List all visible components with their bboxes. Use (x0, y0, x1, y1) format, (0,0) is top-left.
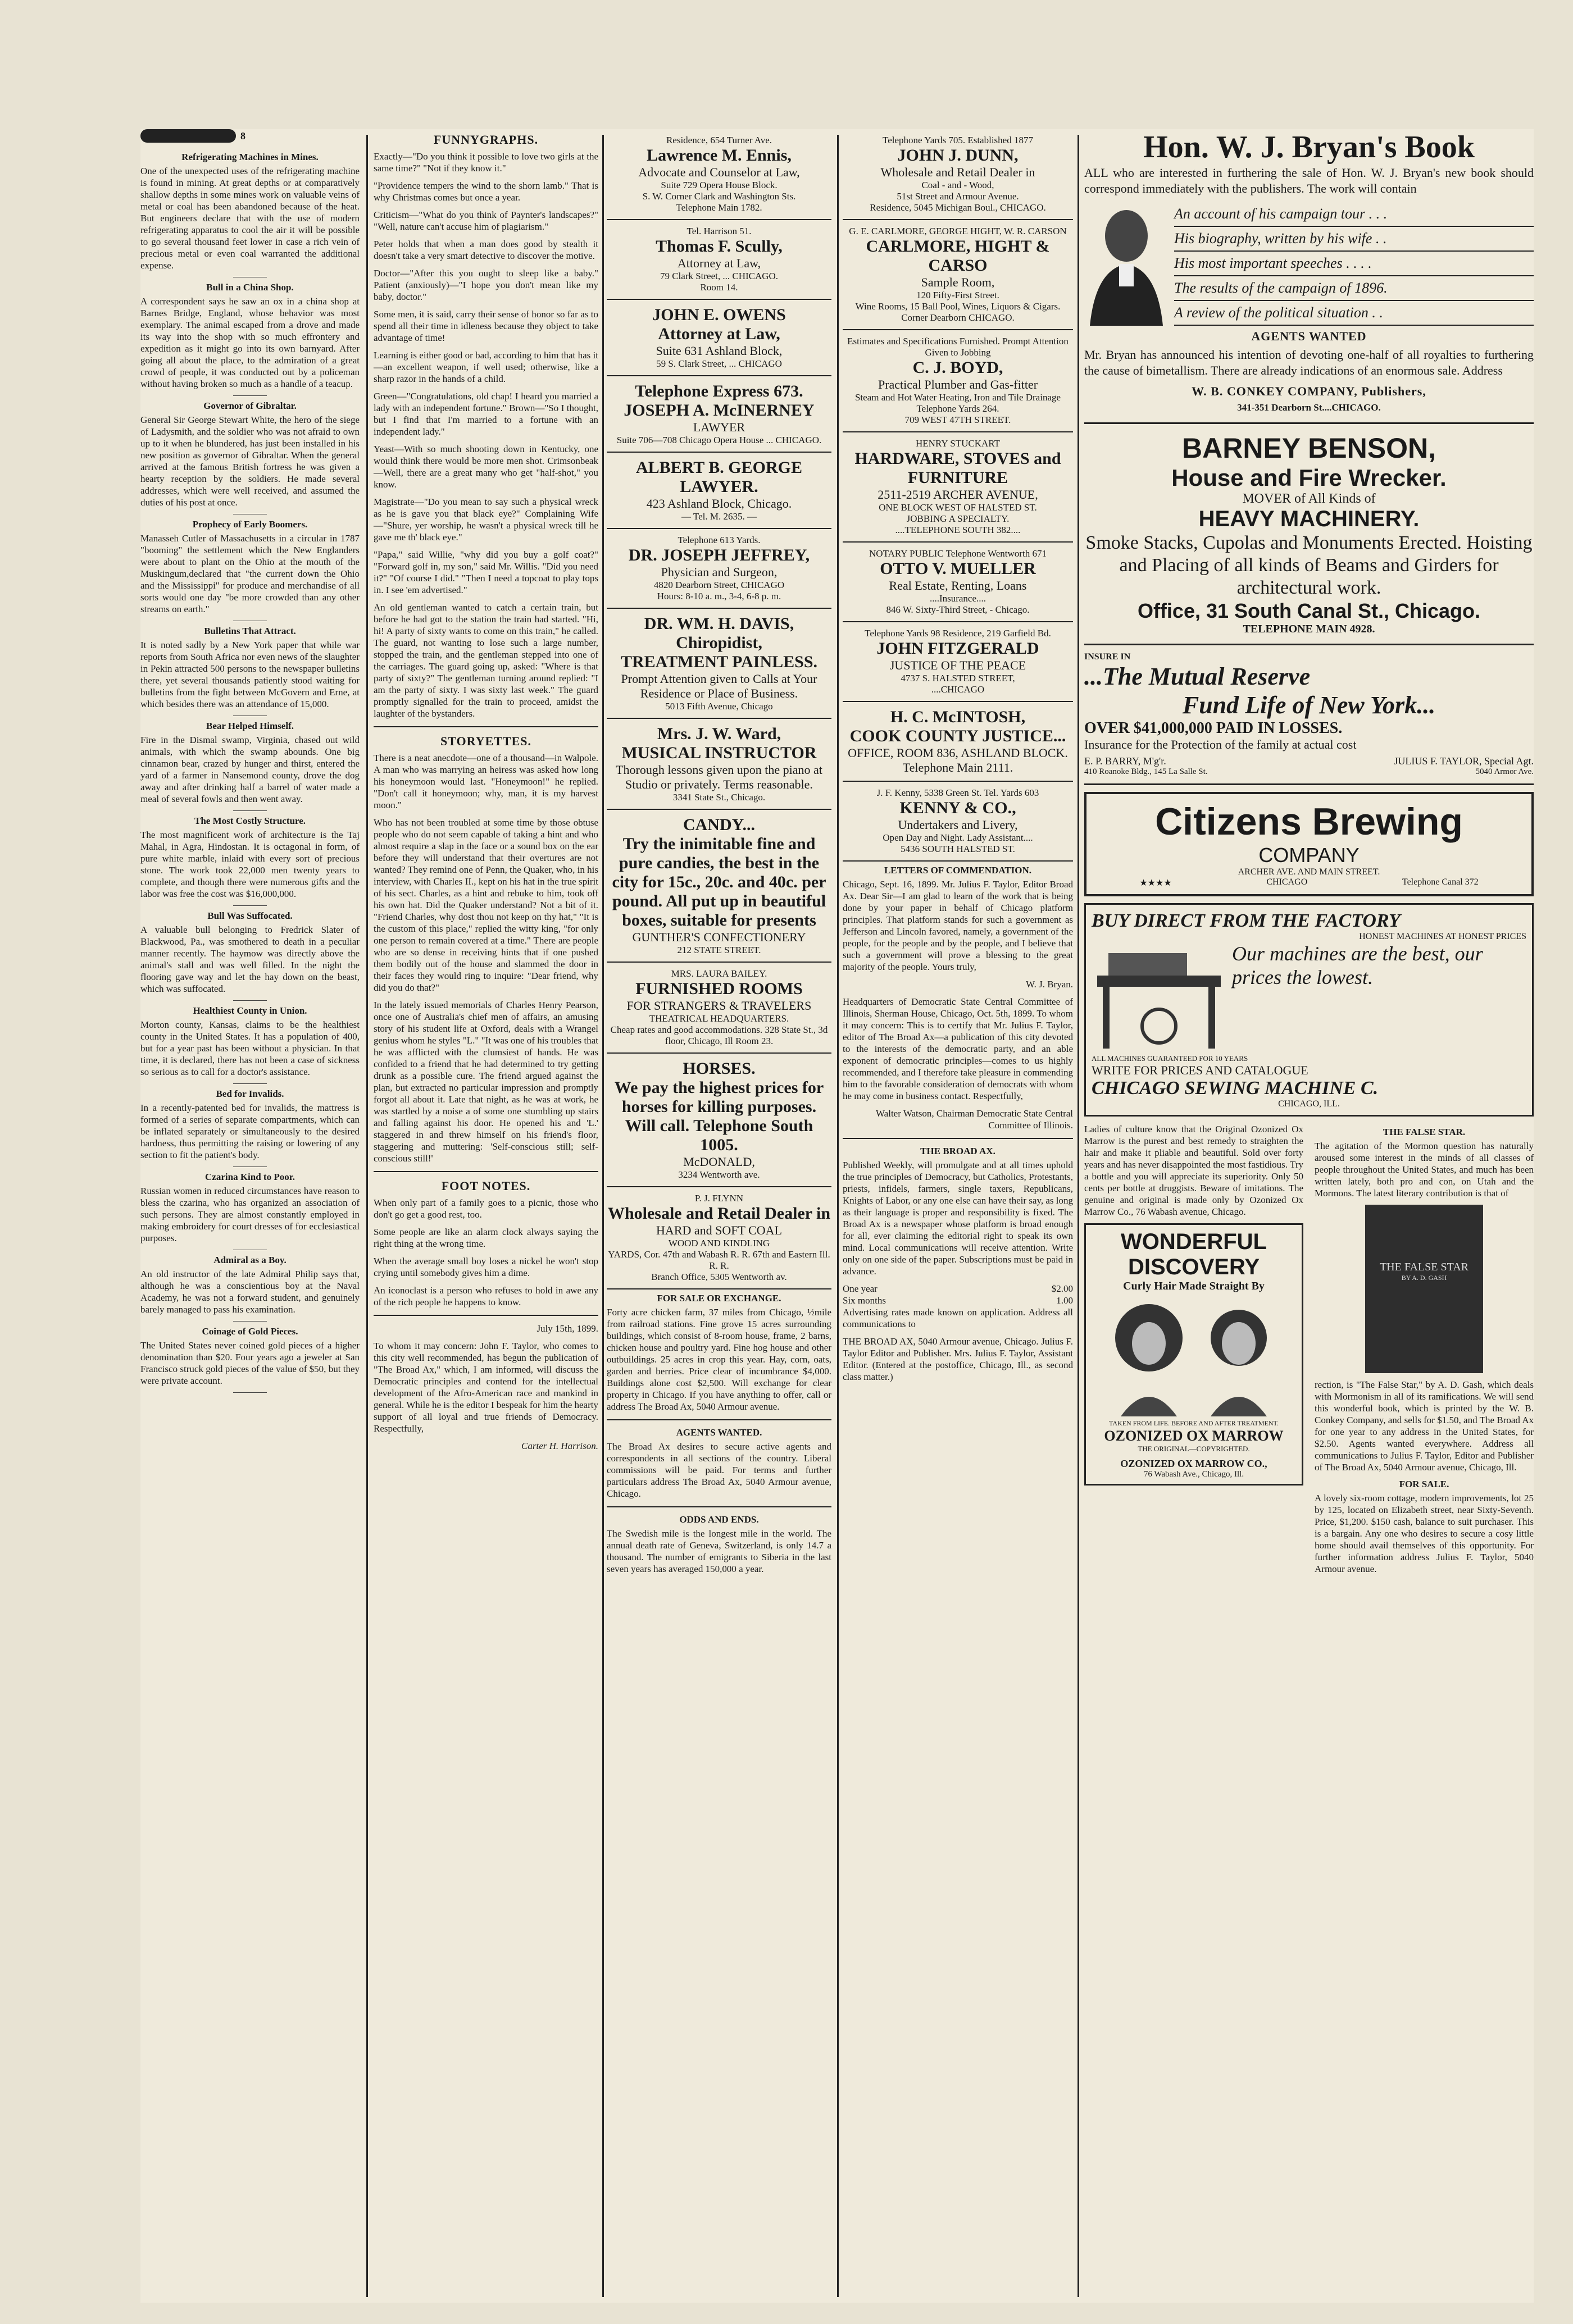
mutual-insure: INSURE IN (1084, 652, 1131, 662)
ad-block (843, 543, 1073, 622)
forsale-body: A lovely six-room cottage, modern improvements, lot 25 by 125, located on Elizabeth street, near Sixty-Seventh. Price, $1,200. $150 cash, balance to suit purchaser. This is a bargain. Any one who desires to secure a cosy little home should avail themselves of this opportunity. For further information address Julius F. Taylor, 5040 Armour avenue. (1315, 1493, 1534, 1574)
column-rule (602, 135, 604, 2297)
ad-line: FOR STRANGERS & TRAVELERS (626, 999, 812, 1013)
ad-line: Cheap rates and good accommodations. 328 State St., 3d floor, Chicago, Ill Room 23. (610, 1024, 828, 1046)
women-portrait-icon (1098, 1293, 1289, 1416)
ad-block (843, 129, 1073, 220)
ad-line: FURNISHED ROOMS (635, 979, 803, 998)
bryan-item: The results of the campaign of 1896. (1174, 276, 1534, 301)
article-body: A correspondent says he saw an ox in a china shop at Barnes Bridge, England, whose behavior was most exemplary. The animal escaped from a drove and made its way into the shop with so much effrontery and expedition as it might go into its own barnyard. After going all about the place, to the admiration of a great crowd of people, it was conducted out by a policeman without having broken so much as a handle of a teacup. (140, 296, 360, 389)
dateline: July 15th, 1899. (537, 1323, 598, 1334)
column-3 (607, 129, 831, 1580)
ad-block (607, 719, 831, 810)
sale-body: Forty acre chicken farm, 37 miles from Chicago, ½mile from railroad stations. Fine grove 15 acres surrounding buildings, which consist of 8-room house, frame, 2 barns, chicken house and poultry yard. Fine hog house and other outbuildings. 25 acres in crop this year. Hay, corn, oats, garden and berries. Price clear of incumbrance $4,000. Buildings alone cost $2,500. Will exchange for clear property in Chicago. If you have anything to offer, call or address The Broad Ax, 5040 Armour avenue. (607, 1307, 831, 1412)
ad-line: Steam and Hot Water Heating, Iron and Tile Drainage (854, 392, 1061, 403)
ad-line: KENNY & CO., (899, 799, 1016, 817)
ad-line: ....Insurance.... (929, 593, 986, 604)
agents-title: AGENTS WANTED. (676, 1427, 762, 1438)
article-title: Bulletins That Attract. (204, 626, 296, 636)
mutual-agent1: E. P. BARRY, M'g'r. (1084, 755, 1166, 767)
book-cover (1365, 1205, 1483, 1373)
ad-line: JOHN FITZGERALD (876, 639, 1039, 658)
ad-line: HARD and SOFT COAL (656, 1223, 782, 1237)
storyettes (374, 752, 598, 1164)
ad-block (843, 782, 1073, 862)
article-title: The Most Costly Structure. (194, 815, 306, 826)
ad-line: Practical Plumber and Gas-fitter (878, 377, 1038, 391)
funnygraph-item: Learning is either good or bad, according to him that has it—an excellent weapon, if well used; otherwise, like a sharp razor in the hands of a child. (374, 350, 598, 384)
ad-line: LAWYER. (680, 477, 758, 496)
funnygraph-item: "Providence tempers the wind to the shorn lamb." That is why Christmas comes but once a year. (374, 180, 598, 203)
ad-line: Wholesale and Retail Dealer in (607, 1204, 831, 1223)
ad-line: 2511-2519 ARCHER AVENUE, (878, 487, 1038, 502)
ad-block (607, 963, 831, 1054)
ad-line: J. F. Kenny, 5338 Green St. Tel. Yards 603 (876, 787, 1039, 798)
ad-line: 212 STATE STREET. (677, 945, 761, 955)
col4-ads (843, 129, 1073, 862)
ad-block (607, 129, 831, 220)
ornament-icon (140, 129, 236, 143)
ad-line: THEATRICAL HEADQUARTERS. (649, 1013, 789, 1024)
subscription-row (843, 1283, 1073, 1295)
benson-line3: HEAVY MACHINERY. (1198, 507, 1420, 531)
ladies-text: Ladies of culture know that the Original Ozonized Ox Marrow is the purest and best remedy to straighten the hair and make it pliable and beautiful. Sold over forty years and has never disappointed the most fastidious. Try a bottle and you will appreciate its superiority. Only 50 cents per bottle at druggists. Beware of imitations. The genuine and original is made only by Ozonized Ox Marrow Co., 76 Wabash avenue, Chicago. (1084, 1124, 1303, 1217)
ad-line: Thomas F. Scully, (656, 237, 783, 256)
ad-line: JOBBING A SPECIALTY. (906, 513, 1010, 524)
funnygraph-item: An old gentleman wanted to catch a certain train, but before he had got to the station the train had started. "Hi, hi! A party of sixty wants to come on this train," he called. The guard, not wanting to lose such a large number, stopped the train, and the gentleman stepped into one of the carriages. The guard going up, asked: "Where is that party of sixty?" The gentleman turning around replied: "I am the party of sixty. I was sixty last week." The guard promptly signalled for the train to proceed, amidst the laughter of the bystanders. (374, 602, 598, 719)
ad-block (843, 432, 1073, 543)
odds-body: The Swedish mile is the longest mile in the world. The annual death rate of Geneva, Switzerland, is only 14.7 a thousand. The number of emigrants to Siberia in the last seven years has averaged 150,000 a year. (607, 1528, 831, 1574)
ad-line: Try the inimitable fine and pure candies, the best in the city for 15c., 20c. and 40c. per pound. All put up in beautiful boxes, suitable for presents (612, 835, 826, 929)
ad-line: Telephone Yards 98 Residence, 219 Garfield Bd. (865, 628, 1051, 639)
falsestar-title: THE FALSE STAR. (1383, 1127, 1466, 1137)
falsestar-body: The agitation of the Mormon question has naturally aroused some interest in the minds of all classes of people throughout the United States, and much has been written lately, both pro and con, on Utah and the Mormons. The latest literary contribution is that of (1315, 1141, 1534, 1199)
funnygraph-item: Yeast—With so much shooting down in Kentucky, one would think there would be more men shot. Crimsonbeak—Well, there are a great many who get "half-shot," you know. (374, 444, 598, 490)
ad-block (607, 453, 831, 529)
column-1 (140, 129, 360, 1397)
ad-line: JOSEPH A. McINERNEY (624, 401, 815, 420)
ad-line: 5013 Fifth Avenue, Chicago (665, 701, 773, 712)
ad-line: Sample Room, (921, 275, 995, 289)
column-2 (374, 129, 598, 1457)
ad-line: Telephone Yards 264. (916, 403, 999, 414)
subscription-price: 1.00 (1056, 1295, 1073, 1306)
ad-line: LAWYER (693, 420, 745, 434)
ad-line: MRS. LAURA BAILEY. (671, 968, 767, 979)
ad-line: Telephone 613 Yards. (678, 535, 761, 545)
footnotes (374, 1197, 598, 1308)
ad-block (843, 330, 1073, 432)
ad-line: 79 Clark Street, ... CHICAGO. (660, 271, 779, 281)
sewing-machine-icon (1092, 942, 1226, 1054)
mutual-agent2: JULIUS F. TAYLOR, Special Agt. (1394, 755, 1534, 767)
footnote-item: When the average small boy loses a nickel he won't stop crying until somebody gives him a dime. (374, 1256, 598, 1278)
mutual-line4: Insurance for the Protection of the family at actual cost (1084, 737, 1357, 751)
ad-line: OTTO V. MUELLER (880, 559, 1036, 578)
article-body: General Sir George Stewart White, the hero of the siege of Ladysmith, and the soldier who was not afraid to own up to it when he blundered, has just been installed in his new position as governor of Gibraltar. When the general arrived at the famous British fortress he was given a hearty reception by the soldiers. He made several addresses, which were well received, and assumed the duties of his post at once. (140, 414, 360, 508)
bryan-portrait-icon (1084, 202, 1169, 326)
ad-line: DR. WM. H. DAVIS, Chiropidist, (644, 614, 794, 652)
ad-line: Hours: 8-10 a. m., 3-4, 6-8 p. m. (657, 591, 781, 601)
ad-line: H. C. McINTOSH, (890, 708, 1026, 726)
ad-line: COOK COUNTY JUSTICE... (849, 727, 1066, 745)
article-title: Bed for Invalids. (216, 1088, 284, 1099)
col3-ads (607, 129, 831, 1289)
footnote-item: An iconoclast is a person who refuses to hold in awe any of the rich people he happens to know. (374, 1285, 598, 1307)
ad-line: JOHN J. DUNN, (897, 146, 1019, 165)
ad-line: 51st Street and Armour Avenue. (897, 191, 1019, 202)
column-5 (1084, 129, 1534, 1580)
ad-line: Suite 631 Ashland Block, (656, 344, 783, 358)
sewing-city: CHICAGO, ILL. (1278, 1099, 1340, 1109)
benson-line4: Smoke Stacks, Cupolas and Monuments Erected. Hoisting and Placing of all kinds of Beams and Girders for architectural work. (1085, 532, 1533, 598)
funnygraph-item: "Papa," said Willie, "why did you buy a golf coat?" "Forward golf in, my son," said Mr. Willis. "Did you need it?" "Of course I did." "Then I need a topcoat to play tops in. I see 'em advertised." (374, 549, 598, 595)
benson-line1: House and Fire Wrecker. (1171, 464, 1447, 491)
ad-line: DR. JOSEPH JEFFREY, (628, 546, 810, 564)
article-title: Bull Was Suffocated. (207, 910, 293, 921)
ad-line: Residence, 5045 Michigan Boul., CHICAGO. (870, 202, 1046, 213)
bryan-items (1174, 202, 1534, 326)
ad-line: MUSICAL INSTRUCTOR (621, 744, 817, 762)
ad-line: 4820 Dearborn Street, CHICAGO (653, 580, 785, 590)
ad-block (843, 622, 1073, 702)
ad-line: Suite 706—708 Chicago Opera House ... CHICAGO. (616, 435, 822, 445)
funnygraph-item: Criticism—"What do you think of Paynter's landscapes?" "Well, nature can't accuse him of plagiarism." (374, 209, 598, 232)
sewing-guarantee: ALL MACHINES GUARANTEED FOR 10 YEARS (1092, 1054, 1248, 1063)
letters-title: LETTERS OF COMMENDATION. (884, 865, 1032, 876)
column-rule (837, 135, 839, 2297)
discovery-product: OZONIZED OX MARROW (1104, 1428, 1284, 1444)
watson-letter: Headquarters of Democratic State Central Committee of Illinois, Sherman House, Chicago, Oct. 5th, 1899. To whom it may concern: This is to certify that Mr. Julius F. Taylor, editor of The Broad Ax—a publication of this city devoted to the interests of the democratic party, and an able exponent of democratic principles—comes to us highly recommended, and I therefore take pleasure in commending him to the favorable consideration of democrats with whom he may come in business contact. Respectfully, (843, 996, 1073, 1101)
ad-block (607, 1187, 831, 1289)
article-title: Admiral as a Boy. (213, 1255, 287, 1265)
article-body: A valuable bull belonging to Fredrick Slater of Blackwood, Pa., was smothered to death in a peculiar manner recently. The haymow was directly above the animal's stall and was well filled. In the night the flooring gave way and let the hay down on the beast, which was suffocated. (140, 924, 360, 994)
ad-line: HARDWARE, STOVES and FURNITURE (854, 449, 1061, 487)
harrison-letter: To whom it may concern: John F. Taylor, who comes to this city well recommended, has begun the publication of "The Broad Ax," which, I am informed, will discuss the Democratic principles and contend for the intellectual development of the Afro-American race and mankind in general. While he is the editor I bespeak for him the hearty support of all loyal and true friends of Democracy. Respectfully, (374, 1341, 598, 1434)
ad-line: 3234 Wentworth ave. (678, 1169, 760, 1180)
ad-line: Physician and Surgeon, (661, 565, 778, 579)
sewing-ad (1084, 903, 1534, 1117)
footnote-item: Some people are like an alarm clock always saying the right thing at the wrong time. (374, 1227, 598, 1249)
ad-line: WOOD AND KINDLING (668, 1238, 770, 1248)
article-title: Governor of Gibraltar. (203, 400, 297, 411)
ad-line: We pay the highest prices for horses for killing purposes. Will call. Telephone South 1005. (614, 1078, 824, 1154)
benson-line6: TELEPHONE MAIN 4928. (1243, 623, 1375, 635)
sale-title: FOR SALE OR EXCHANGE. (657, 1293, 781, 1304)
brewing-line3: CHICAGO (1266, 877, 1308, 887)
ad-line: Attorney at Law, (677, 256, 761, 270)
ad-line: Open Day and Night. Lady Assistant.... (883, 832, 1033, 843)
brewing-ad (1084, 792, 1534, 896)
ad-line: Suite 729 Opera House Block. (661, 180, 778, 190)
broadax-address: THE BROAD AX, 5040 Armour avenue, Chicago. Julius F. Taylor Editor and Publisher. Mrs. Julius F. Taylor, Assistant Editor. (Entered at the postoffice, Chicago, Ill., as second class matter.) (843, 1336, 1073, 1382)
ad-line: Telephone Main 1782. (676, 202, 762, 213)
odds-title: ODDS AND ENDS. (679, 1514, 759, 1525)
brewing-line4: Telephone Canal 372 (1402, 877, 1479, 887)
mutual-line1: ...The Mutual Reserve (1084, 663, 1311, 690)
ad-line: ....CHICAGO (931, 684, 985, 695)
article-body: One of the unexpected uses of the refrigerating machine is found in mining. At great depths or at comparatively shallow depths in some mines work on valuable veins of metal or coal has been abandoned because of the heat. But engineers declare that with the use of modern refrigerating apparatus to cool the air it will be possible to go several thousand feet lower in case a rich vein of precious metal or even coal warranted the additional expense. (140, 166, 360, 271)
sewing-sub: HONEST MACHINES AT HONEST PRICES (1359, 932, 1526, 941)
ad-line: Attorney at Law, (658, 325, 780, 343)
ad-line: 3341 State St., Chicago. (672, 792, 766, 803)
article-body: In a recently-patented bed for invalids, the mattress is formed of a series of separate compartments, which can be inflated separately or simultaneously to the desired hardness, thus permitting the raising or lowering of any section to fit the patient's body. (140, 1102, 360, 1160)
ad-line: CANDY... (683, 815, 756, 834)
bryan-letter: Chicago, Sept. 16, 1899. Mr. Julius F. Taylor, Editor Broad Ax. Dear Sir—I am glad to learn of the work that is being done by your paper in behalf of Chicago platform principles. That platform stands for such a government as Jefferson and Lincoln favored, namely, a government of the people, for the people and by the people, and I believe that such a government will prove a blessing to the great majority of the people. Yours truly, (843, 879, 1073, 972)
sewing-company: CHICAGO SEWING MACHINE C. (1092, 1078, 1379, 1099)
ad-line: YARDS, Cor. 47th and Wabash R. R. 67th and Eastern Ill. R. R. (608, 1249, 830, 1271)
ad-line: 709 WEST 47TH STREET. (904, 414, 1011, 425)
falsestar-body2: rection, is "The False Star," by A. D. Gash, which deals with Mormonism in all of its ramifications. We will send this wonderful book, which is printed by the W. B. Conkey Company, and sells for $1.50, and The Broad Ax for one year to any address in the United States, for $2.50. Agents wanted everywhere. Address all communications to Julius F. Taylor, Editor and Publisher of The Broad Ax, 5040 Armour avenue, Chicago, Ill. (1315, 1379, 1534, 1473)
ad-line: JOHN E. OWENS (652, 306, 786, 324)
funnygraph-item: Exactly—"Do you think it possible to love two girls at the same time?" "Not if they know it." (374, 151, 598, 174)
broadax-body: Published Weekly, will promulgate and at all times uphold the true principles of Democracy, but Catholics, Protestants, priests, infidels, farmers, single taxers, Republicans, Knights of Labor, or any one else can have their say, as long as their language is proper and responsibility is fixed. The Broad Ax is a newspaper whose platform is broad enough for all, ever claiming the editorial right to speak its own mind. Local communications will receive attention. Write only on one side of the paper. Subscriptions must be paid in advance. (843, 1160, 1073, 1277)
ad-line: Coal - and - Wood, (921, 180, 994, 190)
ad-line: Mrs. J. W. Ward, (657, 724, 781, 743)
ad-line: Residence, 654 Turner Ave. (666, 135, 772, 145)
benson-name: BARNEY BENSON, (1182, 432, 1436, 464)
ad-line: Advocate and Counselor at Law, (638, 165, 800, 179)
sewing-body: Our machines are the best, our prices the lowest. (1232, 942, 1483, 988)
storyette-item: There is a neat anecdote—one of a thousand—in Walpole. A man who was marrying an heiress was asked how long his honeymoon would last. "Honeymoon!" he replied. "Don't call it honeymoon; why, man, it is my harvest moon." (374, 753, 598, 810)
discovery-title: WONDERFUL DISCOVERY (1121, 1229, 1267, 1279)
ad-line: C. J. BOYD, (912, 358, 1003, 377)
article-title: Bear Helped Himself. (206, 721, 294, 731)
discovery-addr: 76 Wabash Ave., Chicago, Ill. (1143, 1470, 1244, 1479)
ad-block (607, 529, 831, 609)
discovery-company: OZONIZED OX MARROW CO., (1120, 1458, 1267, 1469)
article-body: An old instructor of the late Admiral Philip says that, although he was a conscientious boy at the Naval Academy, he was not a forward student, and genuinely barely managed to pass his examination. (140, 1269, 360, 1315)
ad-line: Prompt Attention given to Calls at Your Residence or Place of Business. (621, 672, 817, 700)
ad-line: 4737 S. HALSTED STREET, (901, 673, 1015, 683)
funnygraph-item: Green—"Congratulations, old chap! I heard you married a lady with an independent fortune." Brown—"So I thought, but I find that I'm married to a fortune with an independent lady." (374, 391, 598, 437)
column-rule (1078, 135, 1079, 2297)
bryan-item: An account of his campaign tour . . . (1174, 202, 1534, 227)
col1-articles (140, 152, 360, 1393)
ad-line: HENRY STUCKART (916, 438, 1000, 449)
discovery-caption: TAKEN FROM LIFE. BEFORE AND AFTER TREATMENT. (1109, 1419, 1279, 1427)
funnygraphs (374, 151, 598, 719)
ad-line: Real Estate, Renting, Loans (889, 578, 1027, 593)
bryan-book-title: Hon. W. J. Bryan's Book (1143, 130, 1475, 165)
bryan-book-ad (1084, 129, 1534, 424)
broadax-title: THE BROAD AX. (920, 1146, 995, 1156)
bryan-item: A review of the political situation . . (1174, 301, 1534, 326)
storyettes-title: STORYETTES. (440, 734, 532, 748)
ad-line: 59 S. Clark Street, ... CHICAGO (656, 358, 782, 369)
article-body: It is noted sadly by a New York paper that while war reports from South Africa nor even news of the slaughter in Pekin attracted 500 persons to the newspaper bulletins there, yet several thousands patiently stood waiting for bulletins from the fight between McGovern and Erne, at which besides there was an attendance of 15,000. (140, 640, 360, 709)
ad-line: Telephone Express 673. (635, 382, 803, 400)
funnygraphs-title: FUNNYGRAPHS. (433, 133, 539, 147)
benson-line2: MOVER of All Kinds of (1242, 491, 1376, 506)
article-body: Russian women in reduced circumstances have reason to bless the czarina, who has organized an association of such persons. They are almost constantly employed in making embroidery for court dresses of for ecclesiastical purposes. (140, 1186, 360, 1243)
ad-line: Wholesale and Retail Dealer in (880, 165, 1035, 179)
discovery-ad (1084, 1223, 1303, 1485)
storyette-item: Who has not been troubled at some time by those obtuse people who do not seem capable of taking a hint and who almost require a slap in the face or a sound box on the ear before they will understand that their overtures are not wanted? They remind one of Penn, the Quaker, who, in his interview, with Charles II., kept on his hat in the true spirit of his sect. Charles, as a hint and rebuke to him, took off his own hat. Did the Quaker understand? Not a bit of it. "Friend Charles, why dost thou not keep on thy hat," "It is the custom of this place," replied the witty king, "for only one person to remain covered at a time." There are people who are so dense in receiving hints that if one pushed them bodily out of the house and slammed the door in their faces they would ring to inquire: "Dear friend, why did you do that?" (374, 817, 598, 993)
signature: Carter H. Harrison. (521, 1441, 598, 1451)
ad-line: 423 Ashland Block, Chicago. (646, 496, 792, 511)
mutual-line3: OVER $41,000,000 PAID IN LOSSES. (1084, 719, 1343, 737)
bryan-publisher-addr: 341-351 Dearborn St....CHICAGO. (1237, 402, 1381, 413)
ad-line: NOTARY PUBLIC Telephone Wentworth 671 (869, 548, 1047, 559)
mutual-addr2: 5040 Armor Ave. (1475, 767, 1534, 776)
bryan-item: His biography, written by his wife . . (1174, 227, 1534, 252)
article-body: Fire in the Dismal swamp, Virginia, chased out wild animals, with which the swamp abounds. One big cinnamon bear, crazed by hunger and thirst, entered the yard of a farmer in Nansemond county, drove the dog away and after drinking half a barrel of water made a meal of several fowls and then went away. (140, 735, 360, 804)
benson-line5: Office, 31 South Canal St., Chicago. (1137, 599, 1481, 622)
ad-line: 5436 SOUTH HALSTED ST. (901, 844, 1015, 854)
ad-line: ....TELEPHONE SOUTH 382.... (895, 525, 1021, 535)
bryan-signature: W. J. Bryan. (1026, 979, 1073, 990)
bryan-body: Mr. Bryan has announced his intention of devoting one-half of all royalties to furthering the cause of bimetallism. There are already indications of an enormous sale. Address (1084, 348, 1534, 377)
column-4 (843, 129, 1073, 1388)
ad-line: 846 W. Sixty-Third Street, - Chicago. (886, 604, 1030, 615)
ad-line: Telephone Yards 705. Established 1877 (883, 135, 1033, 145)
ad-block (607, 1054, 831, 1187)
mutual-addr1: 410 Roanoke Bldg., 145 La Salle St. (1084, 767, 1208, 776)
ad-block (607, 376, 831, 453)
article-title: Bull in a China Shop. (206, 282, 294, 293)
ad-block (843, 702, 1073, 782)
advertising-note: Advertising rates made known on application. Address all communications to (843, 1307, 1073, 1329)
storyette-item: In the lately issued memorials of Charles Henry Pearson, once one of Australia's chief men of affairs, an amusing story of his student life at Oxford, deals with a Wrangel genius whom he styles "L." "It was one of his troubles that he was afflicted with the clumsiest of hands. He was confided to a friend that he had determined to try getting drunk as a possible cure. The friend argued against the plan, but extracted no particular impression and promptly forgot all about it. Late that night, as he was at work, he was startled by a noise a of some one stumbling up stairs and falling against his door. He opened his and 'L.' staggered in and threw himself on his friend's floor, staggering and muttering: 'Self-conscious still; self-conscious still!' (374, 1000, 598, 1164)
ad-block (607, 810, 831, 963)
ad-line: TREATMENT PAINLESS. (620, 653, 818, 671)
ad-line: — Tel. M. 2635. — (681, 511, 757, 522)
ad-line: Thorough lessons given upon the piano at Studio or privately. Terms reasonable. (616, 763, 822, 791)
sewing-write: WRITE FOR PRICES AND CATALOGUE (1092, 1063, 1308, 1077)
subscription-label: One year (843, 1283, 878, 1294)
ad-line: OFFICE, ROOM 836, ASHLAND BLOCK. Telephone Main 2111. (848, 746, 1068, 774)
ad-line: HORSES. (683, 1059, 756, 1078)
ad-line: Tel. Harrison 51. (687, 226, 752, 236)
ad-line: Lawrence M. Ennis, (647, 146, 792, 165)
ad-block (843, 220, 1073, 330)
bryan-publisher: W. B. CONKEY COMPANY, Publishers, (1192, 384, 1426, 398)
brewing-name: Citizens Brewing (1155, 800, 1463, 843)
ad-line: 120 Fifty-First Street. (916, 290, 999, 300)
benson-ad (1084, 424, 1534, 645)
subscription-row (843, 1295, 1073, 1306)
article-title: Czarina Kind to Poor. (205, 1172, 295, 1182)
subscription-price: $2.00 (1051, 1283, 1073, 1294)
book-title: THE FALSE STAR (1379, 1261, 1469, 1273)
article-title: Prophecy of Early Boomers. (192, 519, 308, 530)
ad-line: G. E. CARLMORE, GEORGE HIGHT, W. R. CARSON (849, 226, 1067, 236)
ad-block (607, 609, 831, 719)
article-title: Coinage of Gold Pieces. (202, 1326, 298, 1337)
sewing-title: BUY DIRECT FROM THE FACTORY (1092, 910, 1401, 931)
funnygraph-item: Doctor—"After this you ought to sleep like a baby." Patient (anxiously)—"I hope you don't mean like my baby, doctor." (374, 268, 598, 302)
book-author: BY A. D. GASH (1401, 1274, 1447, 1282)
subscription-label: Six months (843, 1295, 886, 1306)
page-number: 8 (240, 130, 246, 142)
ad-line: McDONALD, (683, 1155, 755, 1169)
brewing-line2: ARCHER AVE. AND MAIN STREET. (1238, 867, 1380, 877)
ad-block (607, 300, 831, 376)
column-rule (366, 135, 368, 2297)
ad-line: ALBERT B. GEORGE (636, 458, 802, 477)
funnygraph-item: Magistrate—"Do you mean to say such a physical wreck as he is gave you that black eye?" Complaining Wife—"Shure, yer worship, he wasn't a physical wreck till he gave me th' black eye." (374, 496, 598, 543)
ad-line: GUNTHER'S CONFECTIONERY (632, 930, 806, 944)
ad-block (607, 220, 831, 300)
ad-line: Undertakers and Livery, (898, 818, 1018, 832)
mutual-line2: Fund Life of New York... (1182, 691, 1436, 719)
bryan-intro: ALL who are interested in furthering the sale of Hon. W. J. Bryan's new book should correspond immediately with the publishers. The work will contain (1084, 166, 1534, 195)
subscription-rates (843, 1283, 1073, 1306)
ad-line: Branch Office, 5305 Wentworth av. (651, 1272, 787, 1282)
watson-signature: Walter Watson, Chairman Democratic State Central Committee of Illinois. (876, 1108, 1073, 1131)
funnygraph-item: Some men, it is said, carry their sense of honor so far as to spend all their time in idleness because they object to take advantage of time! (374, 309, 598, 343)
ad-line: CARLMORE, HIGHT & CARSO (866, 237, 1050, 275)
mutual-ad (1084, 645, 1534, 785)
discovery-copyright: THE ORIGINAL—COPYRIGHTED. (1138, 1444, 1250, 1453)
brewing-line1: COMPANY (1258, 844, 1360, 867)
brewing-stars: ★★★★ (1139, 878, 1172, 888)
article-body: The United States never coined gold pieces of a higher denomination than $20. Four years ago a jeweler at San Francisco struck gold pieces of the value of $50, but they were private account. (140, 1340, 360, 1386)
bryan-agents: AGENTS WANTED (1251, 329, 1367, 343)
footnote-item: When only part of a family goes to a picnic, those who don't go get a good rest, too. (374, 1197, 598, 1220)
article-body: Manasseh Cutler of Massachusetts in a circular in 1787 "booming" the settlement which the New Englanders were about to plant on the Ohio at the mouth of the Muskingum,declared that "the current down the Ohio and the Mississippi" for produce and merchandise of all sorts would one day "be more crowded than any other streams on earth." (140, 533, 360, 614)
agents-body: The Broad Ax desires to secure active agents and correspondents in all sections of the country. Liberal commissions will be paid. For terms and further particulars address The Broad Ax, 5040 Armour avenue, Chicago. (607, 1441, 831, 1499)
article-title: Healthiest County in Union. (193, 1005, 307, 1016)
ad-line: Wine Rooms, 15 Ball Pool, Wines, Liquors & Cigars. Corner Dearborn CHICAGO. (855, 301, 1061, 323)
funnygraph-item: Peter holds that when a man does good by stealth it doesn't take a very smart detective to discover the motive. (374, 239, 598, 261)
ad-line: Room 14. (700, 282, 738, 293)
ad-line: P. J. FLYNN (694, 1193, 744, 1204)
forsale-title: FOR SALE. (1399, 1479, 1449, 1489)
article-body: The most magnificent work of architecture is the Taj Mahal, in Agra, Hindostan. It is octagonal in form, of pure white marble, inlaid with every sort of precious stone. The work took 22,000 men twenty years to complete, and though there were numerous gifts and the labor was free the cost was $16,000,000. (140, 830, 360, 899)
article-body: Morton county, Kansas, claims to be the healthiest county in the United States. It has a population of 400, but for a year past has been without a physician. In that time, it is declared, there has not been a case of sickness so serious as to call for a doctor's assistance. (140, 1019, 360, 1077)
article-title: Refrigerating Machines in Mines. (181, 152, 319, 162)
footnotes-title: FOOT NOTES. (441, 1179, 531, 1193)
ad-line: S. W. Corner Clark and Washington Sts. (642, 191, 796, 202)
discovery-sub: Curly Hair Made Straight By (1123, 1280, 1265, 1292)
ad-line: Estimates and Specifications Furnished. Prompt Attention Given to Jobbing (847, 336, 1069, 358)
ad-line: JUSTICE OF THE PEACE (889, 658, 1026, 672)
bryan-item: His most important speeches . . . . (1174, 252, 1534, 276)
ad-line: ONE BLOCK WEST OF HALSTED ST. (879, 502, 1037, 513)
